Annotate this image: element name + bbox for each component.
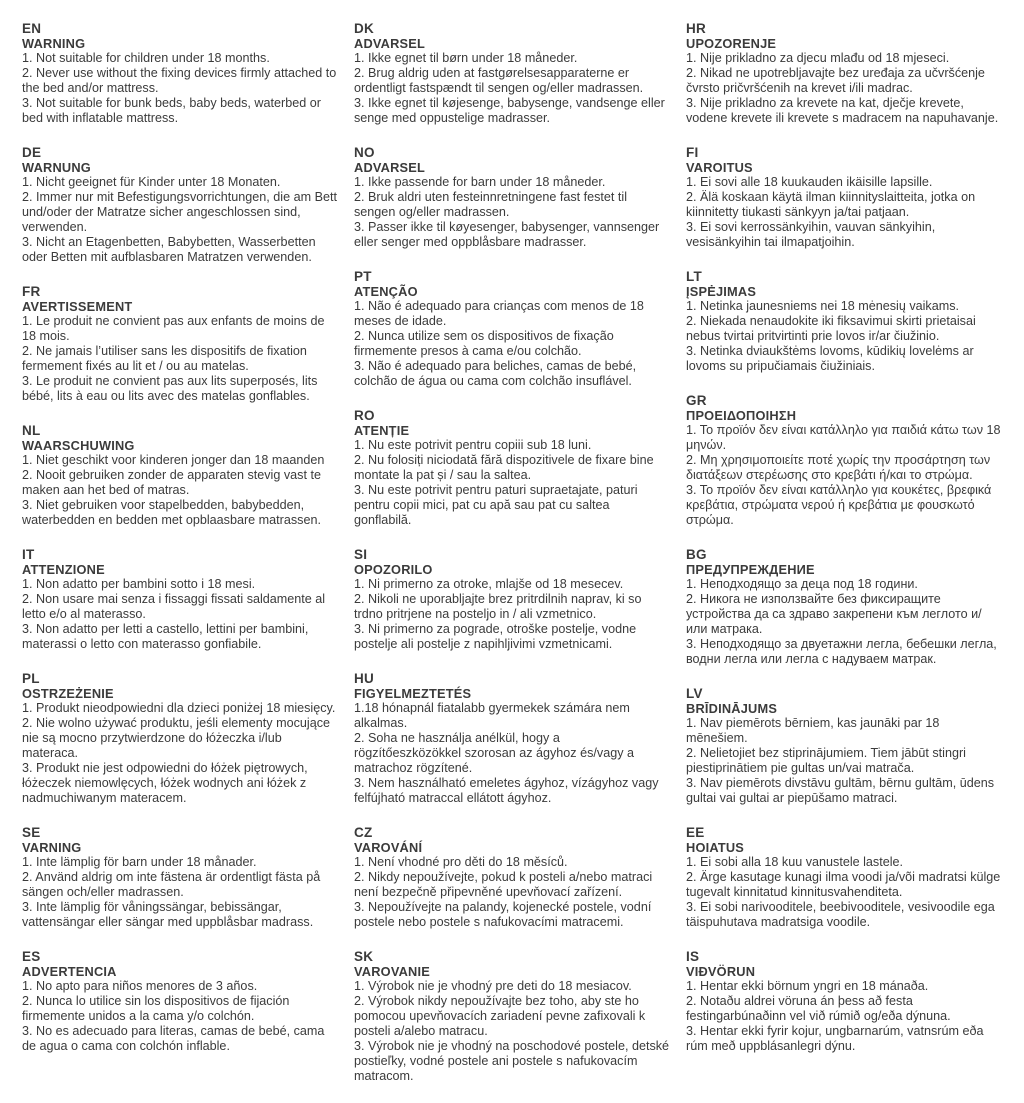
language-section xyxy=(22,423,338,528)
warning-item: 3. Ikke egnet til køjesenge, babysenge, vandsenge eller senge med oppustelige madrasser. xyxy=(354,96,665,125)
warning-item: 3. Nav piemērots divstāvu gultām, bērnu gultām, ūdens gultai vai gultai ar piepūšamo matraci. xyxy=(686,776,995,805)
language-code: EE xyxy=(686,825,705,840)
language-section xyxy=(686,825,1002,930)
warning-item: 1. Ei sovi alle 18 kuukauden ikäisille lapsille. xyxy=(686,175,933,189)
warning-item: 3. Ei sobi narivooditele, beebivooditele, vesivoodile ega täispuhutava madratsiga voodile. xyxy=(686,900,995,929)
warning-item: 3. Netinka dviaukštėms lovoms, kūdikių lovelėms ar lovoms su pripučiamais čiužiniais. xyxy=(686,344,974,373)
warning-title: HOIATUS xyxy=(686,840,745,855)
warning-item: 1. Nav piemērots bērniem, kas jaunāki par 18 mēnešiem. xyxy=(686,716,940,745)
warning-item: 3. Ni primerno za pograde, otroške postelje, vodne postelje ali postelje z napihljivimi vzmetnicami. xyxy=(354,622,637,651)
warning-title: ATENȚIE xyxy=(354,423,410,438)
warning-item: 2. Soha ne használja anélkül, hogy a rögzítőeszközökkel szorosan az ágyhoz és/vagy a matrachoz rögzítené. xyxy=(354,731,635,775)
warning-item: 2. Never use without the fixing devices firmly attached to the bed and/or mattress. xyxy=(22,66,337,95)
warning-title: ADVARSEL xyxy=(354,160,426,175)
language-code: ES xyxy=(22,949,41,964)
warning-item: 2. Nikoli ne uporabljajte brez pritrdilnih naprav, ki so trdno pritrjene na posteljo in / ali vzmetnico. xyxy=(354,592,642,621)
warning-item: 1. Το προϊόν δεν είναι κατάλληλο για παιδιά κάτω των 18 μηνών. xyxy=(686,423,1001,452)
warning-title: OSTRZEŻENIE xyxy=(22,686,114,701)
warning-title: ПРЕДУПРЕЖДЕНИЕ xyxy=(686,562,815,577)
warning-item: 3. Nepoužívejte na palandy, kojenecké postele, vodní postele nebo postele s nafukovacími matracemi. xyxy=(354,900,652,929)
warning-item: 1. Неподходящо за деца под 18 години. xyxy=(686,577,918,591)
warning-item: 2. Immer nur mit Befestigungsvorrichtungen, die am Bett und/oder der Matratze sicher angeschlossen sind, verwenden. xyxy=(22,190,337,234)
warning-item: 1. Ei sobi alla 18 kuu vanustele lastele. xyxy=(686,855,904,869)
language-section xyxy=(686,269,1002,374)
language-section xyxy=(22,284,338,404)
warning-item: 2. Nikdy nepoužívejte, pokud k posteli a/nebo matraci není bezpečně připevněné upevňovací zařízení. xyxy=(354,870,653,899)
warning-title: VIÐVÖRUN xyxy=(686,964,756,979)
warning-title: VAROVÁNÍ xyxy=(354,840,423,855)
language-code: EN xyxy=(22,21,42,36)
warning-title: VARNING xyxy=(22,840,82,855)
warning-item: 1. Ni primerno za otroke, mlajše od 18 mesecev. xyxy=(354,577,624,591)
warning-item: 3. Inte lämplig för våningssängar, bebissängar, vattensängar eller sängar med uppblåsbar madrass. xyxy=(22,900,314,929)
warning-item: 2. Никога не използвайте без фиксиращите устройства да са здраво закрепени към леглото и/или матрака. xyxy=(686,592,982,636)
warning-column-1 xyxy=(22,21,338,1103)
warning-title: UPOZORENJE xyxy=(686,36,777,51)
language-section xyxy=(354,408,670,528)
warning-item: 1.18 hónapnál fiatalabb gyermekek számára nem alkalmas. xyxy=(354,701,630,730)
language-code: SE xyxy=(22,825,41,840)
warning-title: VAROITUS xyxy=(686,160,753,175)
language-code: IT xyxy=(22,547,35,562)
warning-item: 3. Non adatto per letti a castello, lettini per bambini, materassi o letto con materasso gonfiabile. xyxy=(22,622,309,651)
warning-item: 1. Ikke passende for barn under 18 måneder. xyxy=(354,175,606,189)
warning-title: ATTENZIONE xyxy=(22,562,105,577)
warning-title: ĮSPĖJIMAS xyxy=(686,284,757,299)
warning-item: 1. Le produit ne convient pas aux enfants de moins de 18 mois. xyxy=(22,314,325,343)
language-section xyxy=(354,825,670,930)
warning-item: 3. Not suitable for bunk beds, baby beds, waterbed or bed with inflatable mattress. xyxy=(22,96,321,125)
warning-item: 3. Výrobok nie je vhodný na poschodové postele, detské postieľky, vodné postele ani postele s nafukovacím matracom. xyxy=(354,1039,670,1083)
warning-item: 1. Netinka jaunesniems nei 18 mėnesių vaikams. xyxy=(686,299,960,313)
language-section xyxy=(686,949,1002,1054)
language-code: PL xyxy=(22,671,40,686)
warning-title: AVERTISSEMENT xyxy=(22,299,133,314)
warning-item: 2. Använd aldrig om inte fästena är ordentligt fästa på sängen och/eller madrassen. xyxy=(22,870,321,899)
language-code: LV xyxy=(686,686,703,701)
language-section xyxy=(686,686,1002,806)
warning-item: 2. Brug aldrig uden at fastgørelsesapparaterne er ordentligt fastspændt til sengen og/eller madrassen. xyxy=(354,66,644,95)
warning-item: 3. Não é adequado para beliches, camas de bebé, colchão de água ou cama com colchão insuflável. xyxy=(354,359,637,388)
warning-item: 3. Passer ikke til køyesenger, babysenger, vannsenger eller senger med oppblåsbare madrasser. xyxy=(354,220,660,249)
warning-item: 2. Notaðu aldrei vöruna án þess að festa festingarbúnaðinn vel við rúmið og/eða dýnuna. xyxy=(686,994,951,1023)
warning-item: 2. Ärge kasutage kunagi ilma voodi ja/või madratsi külge tugevalt kinnitatud kinnitusvahenditeta. xyxy=(686,870,1001,899)
language-section xyxy=(22,21,338,126)
language-code: HU xyxy=(354,671,374,686)
warning-item: 2. Bruk aldri uten festeinnretningene fast festet til sengen og/eller madrassen. xyxy=(354,190,628,219)
warning-item: 2. Nunca utilize sem os dispositivos de fixação firmemente presos à cama e/ou colchão. xyxy=(354,329,614,358)
language-code: NL xyxy=(22,423,41,438)
warning-title: ADVARSEL xyxy=(354,36,426,51)
language-code: GR xyxy=(686,393,707,408)
warning-item: 2. Niekada nenaudokite iki fiksavimui skirti prietaisai nebus tvirtai pritvirtinti prie lovos ir/ar čiužinio. xyxy=(686,314,976,343)
language-code: PT xyxy=(354,269,372,284)
language-section xyxy=(686,547,1002,667)
language-code: SK xyxy=(354,949,374,964)
language-code: SI xyxy=(354,547,368,562)
warning-title: OPOZORILO xyxy=(354,562,433,577)
warning-item: 1. Výrobok nie je vhodný pre deti do 18 mesiacov. xyxy=(354,979,632,993)
warning-item: 3. Nije prikladno za krevete na kat, dječje krevete, vodene krevete ili krevete s madracem na napuhavanje. xyxy=(686,96,999,125)
warning-item: 1. Není vhodné pro děti do 18 měsíců. xyxy=(354,855,568,869)
language-code: LT xyxy=(686,269,702,284)
language-section xyxy=(22,547,338,652)
language-section xyxy=(22,949,338,1054)
language-section xyxy=(354,671,670,806)
warning-item: 2. Nu folosiți niciodată fără dispozitivele de fixare bine montate la pat și / sau la saltea. xyxy=(354,453,654,482)
warning-title: WARNUNG xyxy=(22,160,91,175)
language-code: HR xyxy=(686,21,706,36)
language-code: DK xyxy=(354,21,374,36)
language-section xyxy=(22,145,338,265)
warning-item: 2. Älä koskaan käytä ilman kiinnityslaitteita, jotka on kiinnitetty tiukasti sänkyyn ja/tai patjaan. xyxy=(686,190,976,219)
language-section xyxy=(22,671,338,806)
warning-item: 2. Nelietojiet bez stiprinājumiem. Tiem jābūt stingri piestiprinātiem pie gultas un/vai matrača. xyxy=(686,746,966,775)
language-code: IS xyxy=(686,949,700,964)
warning-item: 1. Non adatto per bambini sotto i 18 mesi. xyxy=(22,577,256,591)
warning-item: 3. Ei sovi kerrossänkyihin, vauvan sänkyihin, vesisänkyihin tai ilmapatjoihin. xyxy=(686,220,936,249)
language-section xyxy=(354,949,670,1084)
language-section xyxy=(686,21,1002,126)
warning-item: 3. Nu este potrivit pentru paturi supraetajate, paturi pentru copii mici, pat cu apă sau pat cu saltea gonflabilă. xyxy=(354,483,638,527)
warning-item: 3. Le produit ne convient pas aux lits superposés, lits bébé, lits à eau ou lits avec des matelas gonflables. xyxy=(22,374,318,403)
warning-item: 2. Nikad ne upotrebljavajte bez uređaja za učvršćenje čvrsto pričvršćenih na krevet i/ili madrac. xyxy=(686,66,985,95)
warning-title: ADVERTENCIA xyxy=(22,964,117,979)
warning-item: 3. Nem használható emeletes ágyhoz, vízágyhoz vagy felfújható matraccal ellátott ágyhoz. xyxy=(354,776,659,805)
warning-item: 1. Nije prikladno za djecu mlađu od 18 mjeseci. xyxy=(686,51,950,65)
language-code: BG xyxy=(686,547,707,562)
language-section xyxy=(354,145,670,250)
language-code: NO xyxy=(354,145,375,160)
warning-item: 2. Výrobok nikdy nepoužívajte bez toho, aby ste ho pomocou upevňovacích zariadení pevne zafixovali k posteli a/alebo matracu. xyxy=(354,994,646,1038)
language-code: FR xyxy=(22,284,41,299)
warning-item: 2. Nunca lo utilice sin los dispositivos de fijación firmemente unidos a la cama y/o colchón. xyxy=(22,994,290,1023)
warning-item: 2. Nooit gebruiken zonder de apparaten stevig vast te maken aan het bed of matras. xyxy=(22,468,321,497)
warning-title: BRĪDINĀJUMS xyxy=(686,701,778,716)
warning-item: 1. Nicht geeignet für Kinder unter 18 Monaten. xyxy=(22,175,281,189)
warning-item: 1. Não é adequado para crianças com menos de 18 meses de idade. xyxy=(354,299,644,328)
warning-title: FIGYELMEZTETÉS xyxy=(354,686,472,701)
language-code: RO xyxy=(354,408,375,423)
language-code: CZ xyxy=(354,825,373,840)
warning-column-2 xyxy=(354,21,670,1103)
warning-item: 1. Niet geschikt voor kinderen jonger dan 18 maanden xyxy=(22,453,325,467)
warning-title: WAARSCHUWING xyxy=(22,438,135,453)
language-code: DE xyxy=(22,145,42,160)
warning-item: 2. Μη χρησιμοποιείτε ποτέ χωρίς την προσάρτηση των διατάξεων στερέωσης στο κρεβάτι ή/και το στρώμα. xyxy=(686,453,991,482)
language-code: FI xyxy=(686,145,699,160)
warning-item: 1. Hentar ekki börnum yngri en 18 mánaða. xyxy=(686,979,929,993)
language-section xyxy=(354,269,670,389)
warning-item: 1. Ikke egnet til børn under 18 måneder. xyxy=(354,51,578,65)
warning-item: 1. Nu este potrivit pentru copiii sub 18 luni. xyxy=(354,438,592,452)
warning-item: 3. Неподходящо за двуетажни легла, бебешки легла, водни легла или легла с надуваем матрак. xyxy=(686,637,997,666)
warning-title: ΠΡΟΕΙΔΟΠΟΙΗΣΗ xyxy=(686,408,797,423)
warning-title: ATENÇÃO xyxy=(354,284,418,299)
warning-item: 3. Το προϊόν δεν είναι κατάλληλο για κουκέτες, βρεφικά κρεβάτια, στρώματα νερού ή κρεβάτια με φουσκωτό στρώμα. xyxy=(686,483,992,527)
warning-item: 3. Nicht an Etagenbetten, Babybetten, Wasserbetten oder Betten mit aufblasbaren Matratzen verwenden. xyxy=(22,235,316,264)
language-section xyxy=(354,547,670,652)
warning-item: 3. Niet gebruiken voor stapelbedden, babybedden, waterbedden en bedden met opblaasbare matrassen. xyxy=(22,498,321,527)
language-section xyxy=(686,393,1002,528)
warning-item: 2. Ne jamais l’utiliser sans les dispositifs de fixation fermement fixés au lit et / ou au matelas. xyxy=(22,344,307,373)
warning-item: 1. Inte lämplig för barn under 18 månader. xyxy=(22,855,257,869)
language-section xyxy=(686,145,1002,250)
warning-item: 1. No apto para niños menores de 3 años. xyxy=(22,979,258,993)
warning-item: 2. Nie wolno używać produktu, jeśli elementy mocujące nie są mocno przytwierdzone do łóżeczka i/lub materaca. xyxy=(22,716,330,760)
warning-item: 1. Not suitable for children under 18 months. xyxy=(22,51,270,65)
warning-item: 1. Produkt nieodpowiedni dla dzieci poniżej 18 miesięcy. xyxy=(22,701,336,715)
warning-title: VAROVANIE xyxy=(354,964,430,979)
warning-item: 3. No es adecuado para literas, camas de bebé, cama de agua o cama con colchón inflable. xyxy=(22,1024,325,1053)
warning-item: 3. Produkt nie jest odpowiedni do łóżek piętrowych, łóżeczek niemowlęcych, łóżek wodnych ani łóżek z nadmuchiwanym materacem. xyxy=(22,761,308,805)
language-section xyxy=(354,21,670,126)
warning-item: 3. Hentar ekki fyrir kojur, ungbarnarúm, vatnsrúm eða rúm með uppblásanlegri dýnu. xyxy=(686,1024,984,1053)
warning-title: WARNING xyxy=(22,36,86,51)
warning-column-3 xyxy=(686,21,1002,1103)
warning-item: 2. Non usare mai senza i fissaggi fissati saldamente al letto e/o al materasso. xyxy=(22,592,326,621)
language-section xyxy=(22,825,338,930)
